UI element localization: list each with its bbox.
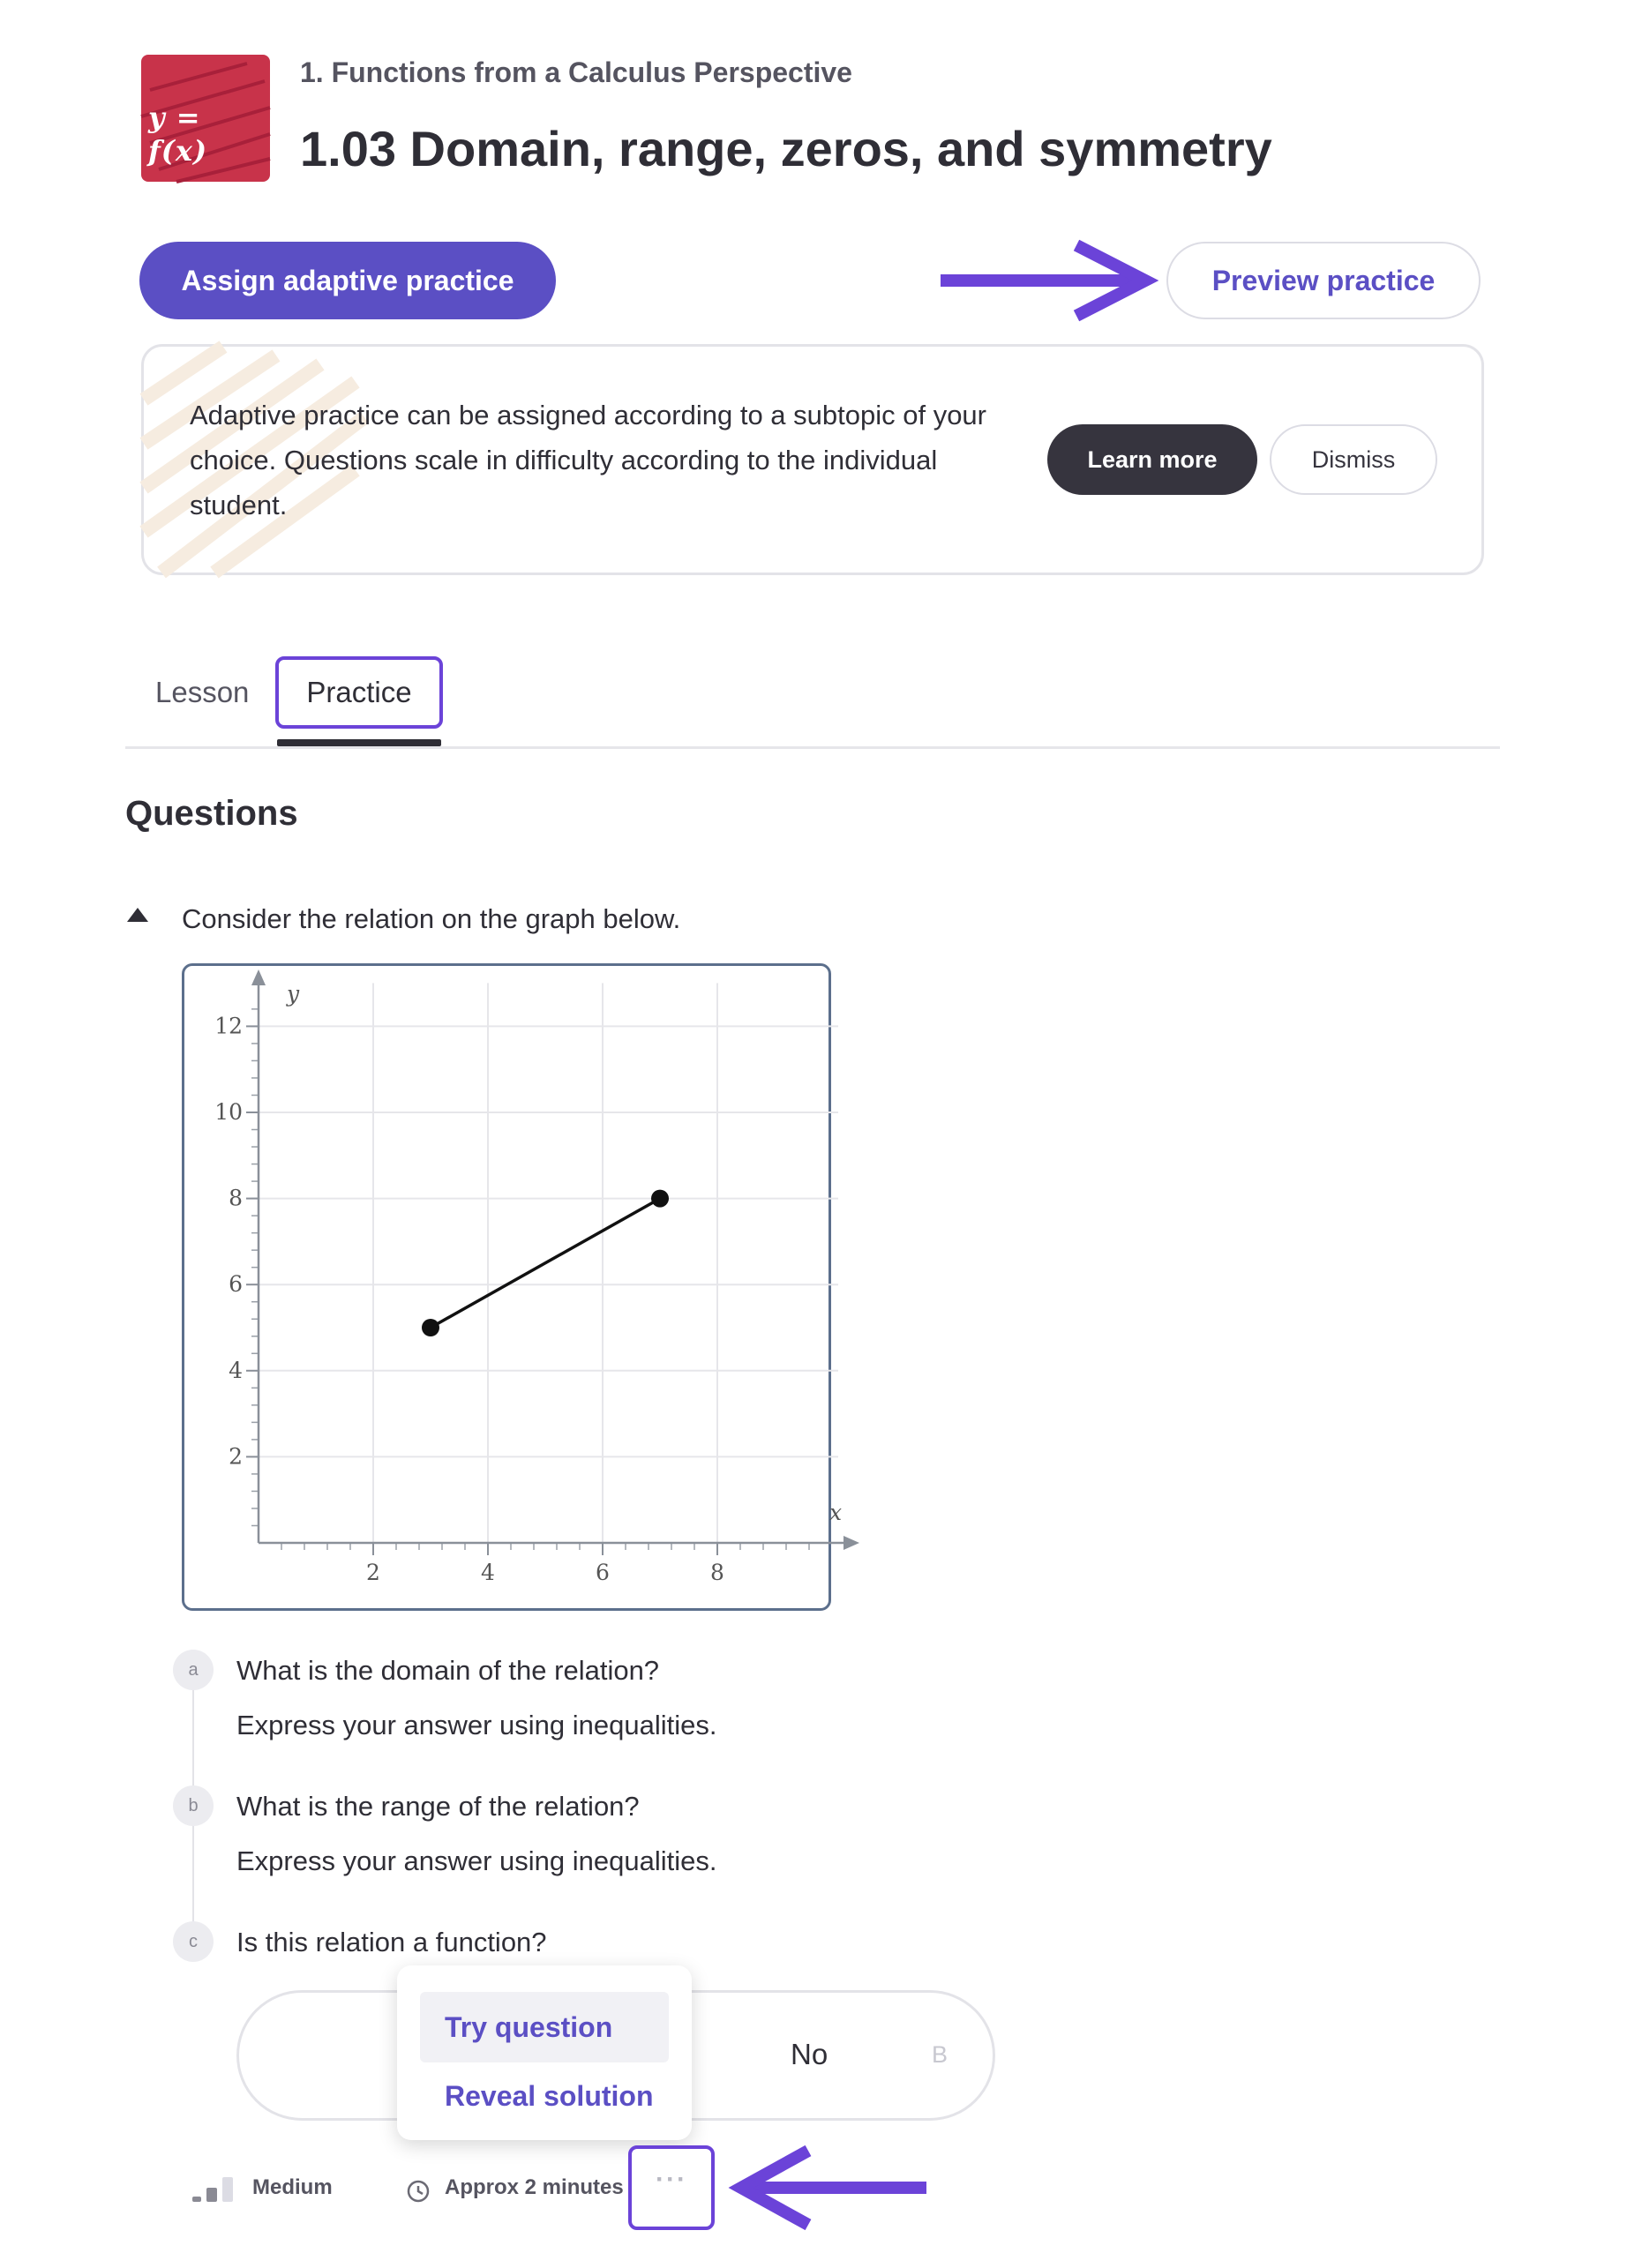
difficulty-label: Medium: [252, 2175, 333, 2199]
logo-label: y = f(x): [148, 101, 208, 168]
part-a-instruction: Express your answer using inequalities.: [236, 1710, 717, 1740]
difficulty-bars-icon: [192, 2175, 238, 2204]
graph-canvas: [184, 966, 843, 1608]
x-axis-label: x: [829, 1500, 843, 1525]
answer-option-key-hint: B: [932, 2041, 948, 2068]
topic-logo: [141, 55, 270, 182]
question-stem: Consider the relation on the graph below.: [182, 903, 681, 934]
y-tick-label: 6: [229, 1271, 243, 1298]
x-tick-label: 8: [710, 1560, 724, 1585]
tab-lesson[interactable]: Lesson: [155, 676, 250, 708]
assign-adaptive-practice-button[interactable]: Assign adaptive practice: [139, 242, 556, 319]
y-tick-label: 8: [229, 1185, 243, 1211]
page-title: 1.03 Domain, range, zeros, and symmetry: [300, 121, 1272, 176]
more-options-button[interactable]: ···: [628, 2145, 715, 2230]
arrow-right-annotation-icon: [935, 238, 1156, 323]
dismiss-button[interactable]: Dismiss: [1270, 424, 1437, 495]
question-options-menu: [397, 1965, 692, 2140]
relation-segment: [431, 1199, 660, 1328]
part-c-question: Is this relation a function?: [236, 1927, 547, 1957]
y-tick-label: 10: [214, 1099, 243, 1125]
tabs-divider: [125, 746, 1500, 749]
reveal-solution-menu-item[interactable]: Reveal solution: [445, 2080, 654, 2112]
part-b-badge: b: [173, 1785, 214, 1826]
adaptive-practice-info-card: [141, 344, 1484, 575]
y-axis-arrow: [251, 969, 266, 985]
preview-practice-button[interactable]: Preview practice: [1166, 242, 1481, 319]
part-b-question: What is the range of the relation?: [236, 1791, 640, 1822]
info-text: Adaptive practice can be assigned according to a subtopic of your choice. Questions scale in difficulty according to the individual student.: [190, 400, 986, 520]
x-tick-label: 4: [481, 1560, 495, 1585]
x-tick-label: 6: [596, 1560, 610, 1585]
part-b-instruction: Express your answer using inequalities.: [236, 1845, 717, 1876]
try-question-menu-item[interactable]: Try question: [420, 1992, 669, 2062]
endpoint-dot: [422, 1319, 439, 1336]
x-tick-label: 2: [366, 1560, 380, 1585]
answer-option-no[interactable]: No: [791, 2038, 828, 2070]
questions-heading: Questions: [125, 794, 298, 833]
collapse-triangle-icon[interactable]: [127, 908, 148, 922]
arrow-left-annotation-icon: [732, 2144, 932, 2232]
part-c-badge: c: [173, 1921, 214, 1962]
y-tick-label: 12: [214, 1013, 243, 1039]
relation-graph: [182, 963, 843, 1611]
time-estimate-label: Approx 2 minutes: [445, 2175, 624, 2199]
unit-breadcrumb[interactable]: 1. Functions from a Calculus Perspective: [300, 56, 852, 88]
y-tick-label: 2: [229, 1443, 243, 1470]
learn-more-button[interactable]: Learn more: [1047, 424, 1257, 495]
part-a-question: What is the domain of the relation?: [236, 1655, 660, 1686]
x-axis-arrow: [843, 1536, 859, 1550]
y-axis-label: y: [287, 981, 300, 1007]
clock-icon: [406, 2179, 431, 2204]
part-a-badge: a: [173, 1650, 214, 1690]
tab-practice[interactable]: Practice: [275, 656, 443, 729]
active-tab-indicator: [277, 739, 441, 746]
y-tick-label: 4: [229, 1357, 243, 1383]
endpoint-dot: [651, 1190, 669, 1208]
